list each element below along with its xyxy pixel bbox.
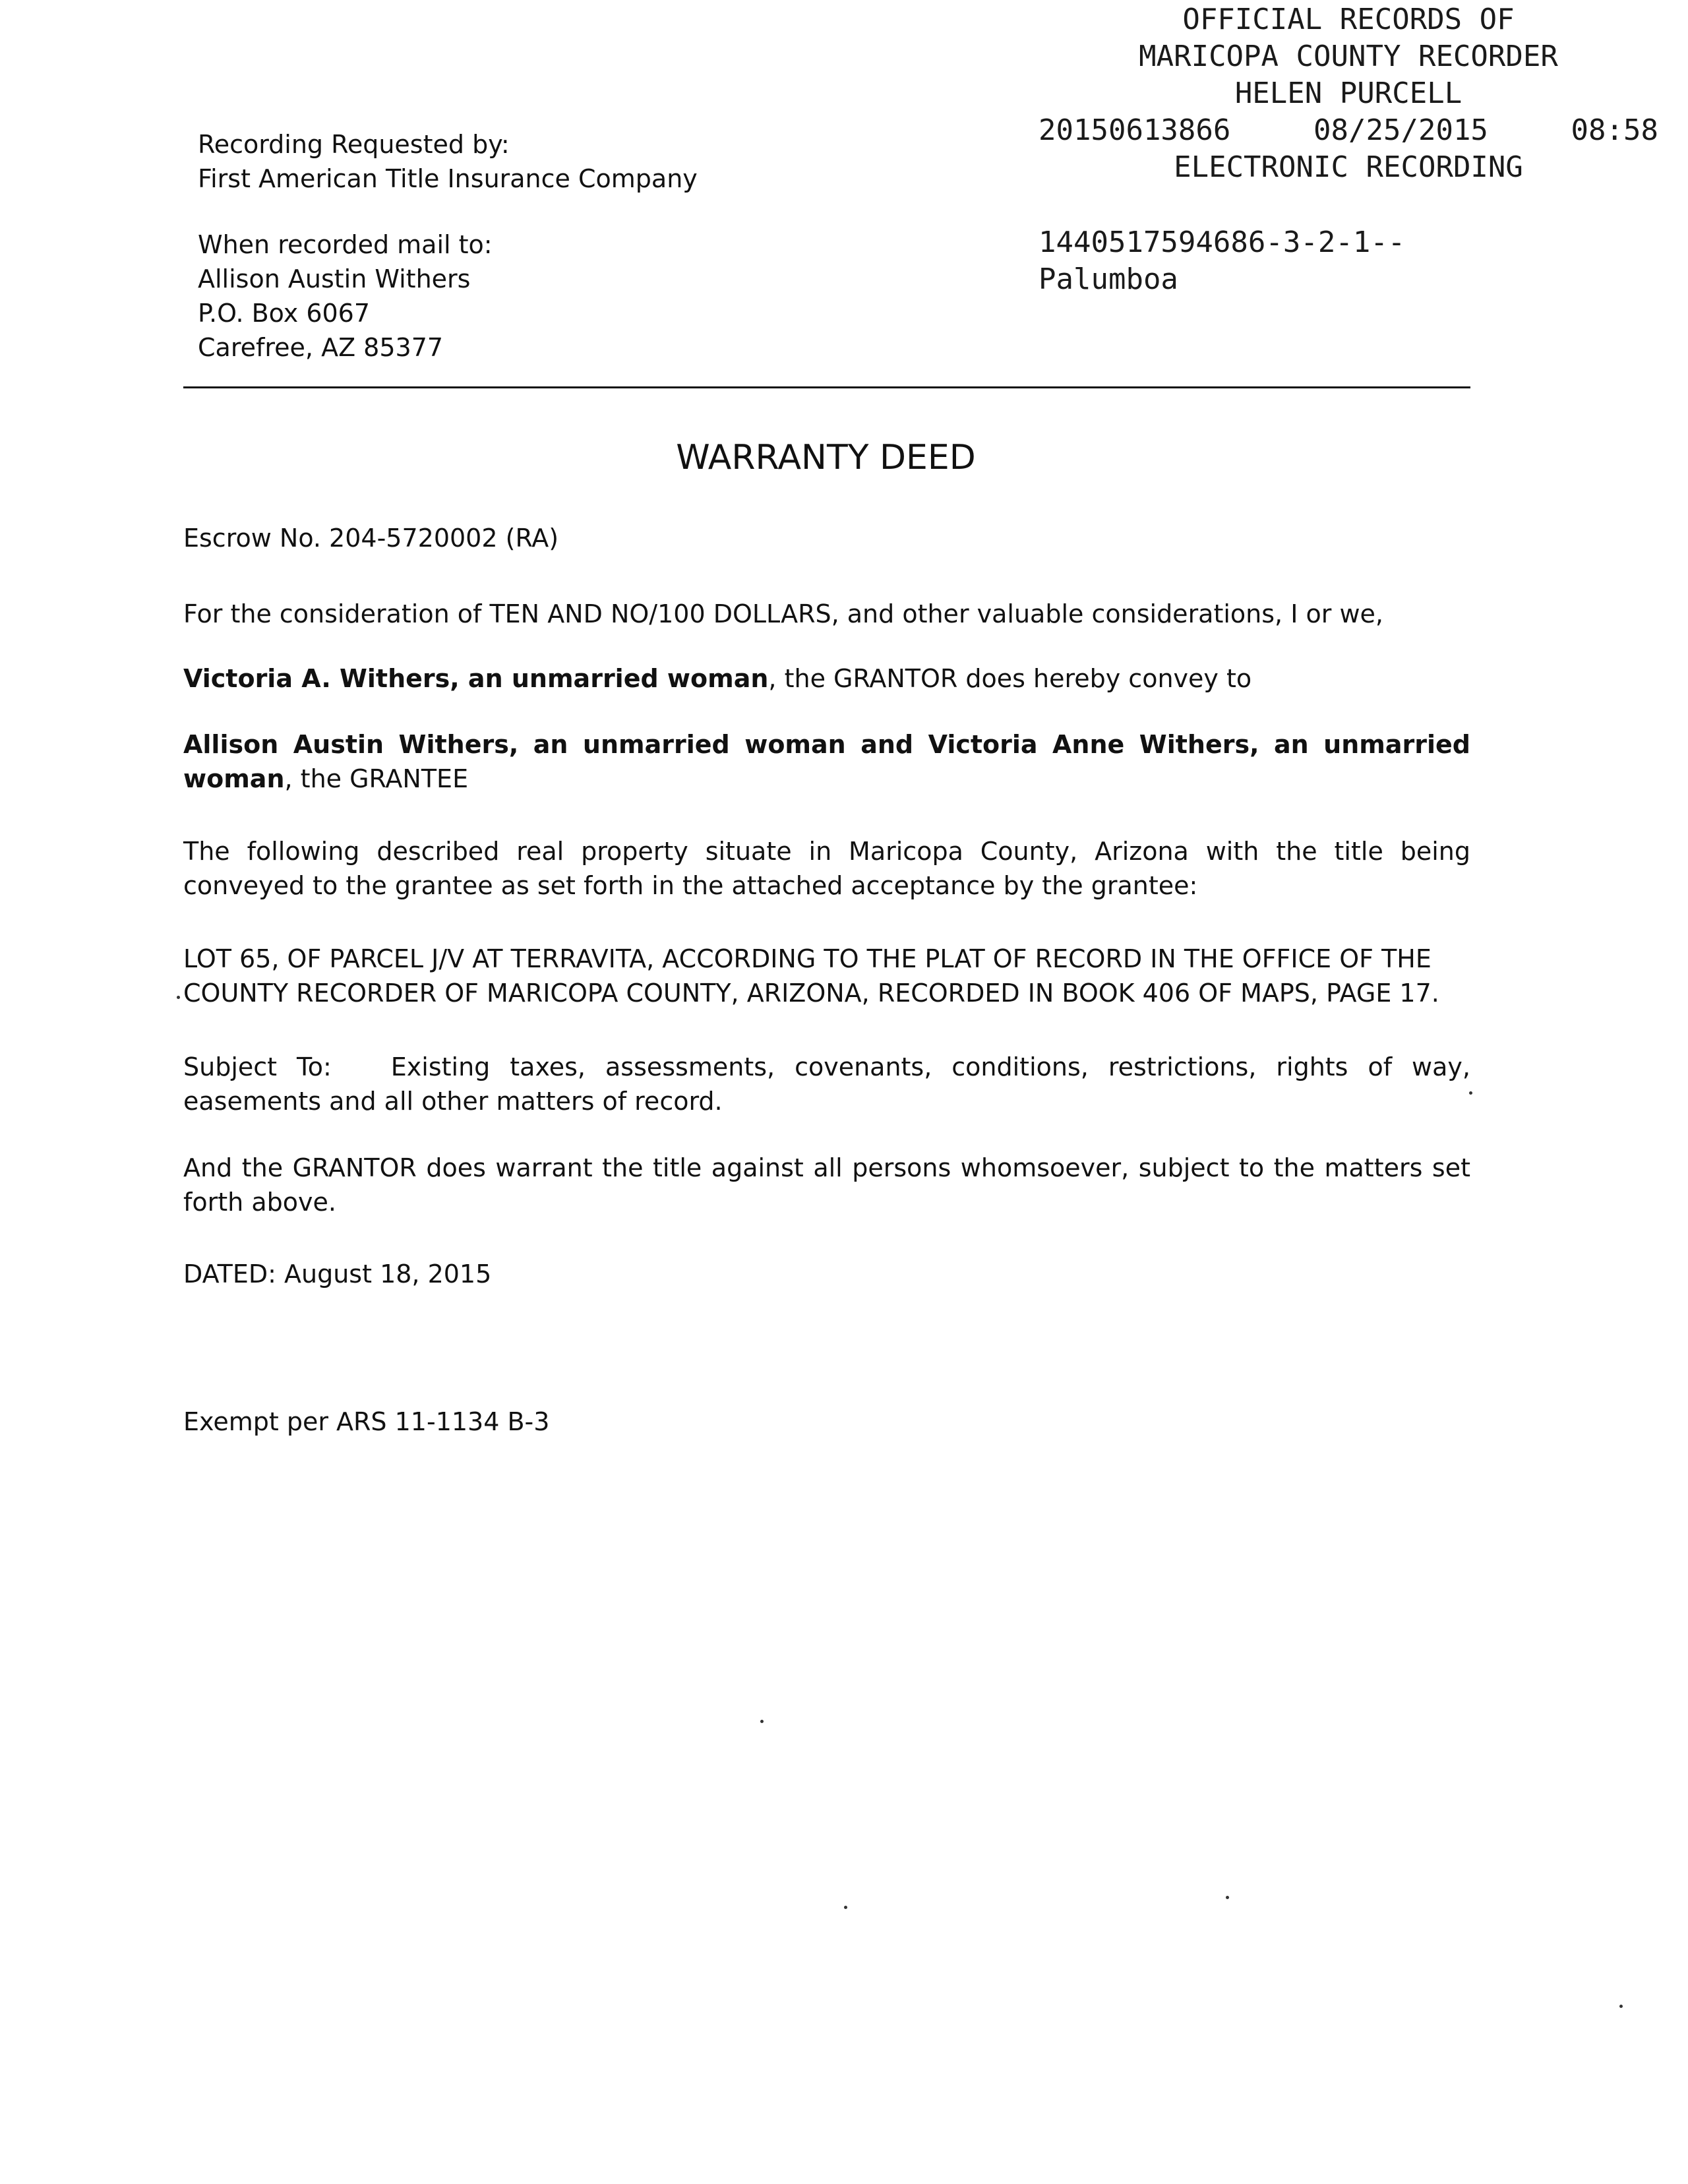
recorder-stamp xyxy=(1039,1,1658,186)
grantor-paragraph xyxy=(183,661,1470,696)
legal-description xyxy=(183,942,1470,1010)
document-title: WARRANTY DEED xyxy=(676,438,976,477)
subject-to-label: Subject To: xyxy=(183,1052,332,1081)
subject-to-text: Existing taxes, assessments, covenants, conditions, restrictions, rights of way, easements and all other matters of record. xyxy=(183,1052,1470,1116)
subject-to-paragraph xyxy=(183,1050,1470,1118)
reference-number: 1440517594686-3-2-1-- xyxy=(1039,226,1406,259)
stamp-line-electronic-recording: ELECTRONIC RECORDING xyxy=(1174,150,1523,184)
stamp-date: 08/25/2015 xyxy=(1313,113,1488,147)
property-paragraph xyxy=(183,834,1470,903)
header-divider xyxy=(183,386,1470,388)
dated-line: DATED: August 18, 2015 xyxy=(183,1259,492,1289)
grantor-name: Victoria A. Withers, an unmarried woman xyxy=(183,664,769,693)
exemption-line: Exempt per ARS 11-1134 B-3 xyxy=(183,1407,550,1436)
consideration-paragraph xyxy=(183,597,1470,631)
stamp-line-county-recorder: MARICOPA COUNTY RECORDER xyxy=(1139,40,1558,73)
legal-description-line1: LOT 65, OF PARCEL J/V AT TERRAVITA, ACCORDING TO THE PLAT OF RECORD IN THE OFFICE OF THE xyxy=(183,944,1432,973)
mail-to-address-line1: P.O. Box 6067 xyxy=(198,299,371,328)
grantor-text: , the GRANTOR does hereby convey to xyxy=(768,664,1252,693)
grantee-paragraph xyxy=(183,727,1470,796)
requested-by-company: First American Title Insurance Company xyxy=(198,164,698,193)
grantee-text: , the GRANTEE xyxy=(284,764,469,793)
recording-reference xyxy=(1039,224,1405,298)
mail-to-block xyxy=(198,228,493,365)
recording-requested-block xyxy=(198,127,698,196)
reference-name: Palumboa xyxy=(1039,262,1178,296)
warranty-paragraph xyxy=(183,1151,1470,1219)
scan-speck xyxy=(177,996,180,999)
stamp-time: 08:58 xyxy=(1571,113,1658,147)
consideration-text: For the consideration of TEN AND NO/100 DOLLARS, and other valuable considerations, I or we, xyxy=(183,599,1383,628)
stamp-recording-info xyxy=(1039,112,1658,149)
mail-to-address-line2: Carefree, AZ 85377 xyxy=(198,333,444,362)
scan-speck xyxy=(1619,2005,1623,2008)
scan-speck xyxy=(760,1720,764,1723)
scan-speck xyxy=(1469,1091,1472,1095)
escrow-number: Escrow No. 204-5720002 (RA) xyxy=(183,524,559,553)
mail-to-label: When recorded mail to: xyxy=(198,230,493,259)
scan-speck xyxy=(1226,1896,1229,1899)
stamp-line-recorder-name: HELEN PURCELL xyxy=(1234,76,1462,110)
property-intro-text: The following described real property situate in Maricopa County, Arizona with the title being conveyed to the grantee as set forth in the attached acceptance by the grantee: xyxy=(183,837,1470,900)
requested-by-label: Recording Requested by: xyxy=(198,130,510,159)
grantee-name: Allison Austin Withers, an unmarried woman and Victoria Anne Withers, an unmarried woman xyxy=(183,730,1470,793)
legal-description-line2: COUNTY RECORDER OF MARICOPA COUNTY, ARIZONA, RECORDED IN BOOK 406 OF MAPS, PAGE 17. xyxy=(183,979,1439,1008)
warranty-text: And the GRANTOR does warrant the title against all persons whomsoever, subject to the matters set forth above. xyxy=(183,1153,1470,1217)
scan-speck xyxy=(844,1906,847,1909)
mail-to-name: Allison Austin Withers xyxy=(198,264,471,293)
stamp-line-official-records: OFFICIAL RECORDS OF xyxy=(1182,3,1515,36)
stamp-document-number: 20150613866 xyxy=(1039,113,1231,147)
